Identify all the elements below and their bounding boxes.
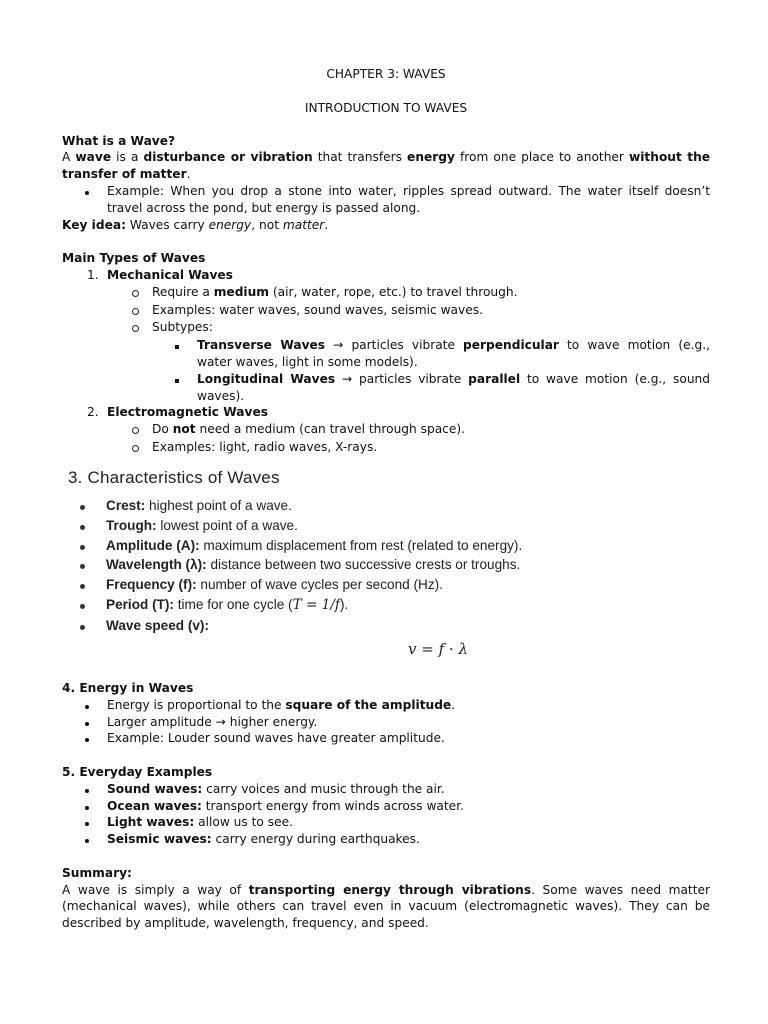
bullet-icon [80, 604, 85, 609]
bullet-icon [80, 525, 85, 530]
list-item: Do not need a medium (can travel through space). [62, 421, 710, 439]
everyday-heading: 5. Everyday Examples [62, 764, 213, 779]
list-item: Ocean waves: transport energy from winds across water. [62, 798, 710, 815]
list-item: Examples: water waves, sound waves, seismic waves. [62, 302, 710, 320]
list-item: Example: When you drop a stone into water, ripples spread outward. The water itself doesn’t travel across the pond, but energy is passed along. [62, 183, 710, 217]
bullet-icon [85, 806, 89, 810]
list-item: Sound waves: carry voices and music through the air. [62, 781, 710, 798]
bullet-icon [85, 789, 89, 793]
summary-text: A wave is simply a way of transporting energy through vibrations. Some waves need matter (mechanical waves), while others can travel even in vacuum (electromagnetic waves). They can be described by amplitude, wavelength, frequency, and speed. [62, 882, 710, 931]
document-lower [62, 680, 710, 932]
list-item: Require a medium (air, water, rope, etc.) to travel through. [62, 284, 710, 302]
circle-bullet-icon [132, 427, 139, 434]
summary-heading: Summary: [62, 865, 132, 880]
characteristics-section [68, 468, 728, 658]
document-upper [62, 66, 710, 457]
bullet-icon [80, 564, 85, 569]
bullet-icon [85, 191, 89, 195]
what-is-heading: What is a Wave? [62, 133, 176, 148]
square-bullet-icon [175, 345, 179, 349]
circle-bullet-icon [132, 308, 139, 315]
wave-speed-formula: v = f · λ [408, 640, 468, 658]
list-item: Transverse Waves → particles vibrate perpendicular to wave motion (e.g., water waves, light in some models). [62, 337, 710, 371]
bullet-icon [80, 545, 85, 550]
circle-bullet-icon [132, 445, 139, 452]
list-item: 2. Electromagnetic Waves [87, 405, 268, 420]
list-item: Subtypes: [62, 319, 710, 337]
circle-bullet-icon [132, 290, 139, 297]
list-item: 1. Mechanical Waves [87, 267, 233, 282]
list-item: Example: Louder sound waves have greater amplitude. [62, 730, 710, 747]
wave-definition: A wave is a disturbance or vibration that transfers energy from one place to another without the transfer of matter. [62, 150, 711, 182]
types-heading: Main Types of Waves [62, 251, 206, 266]
list-item: Period (T): time for one cycle (T = 1/f). [68, 595, 728, 616]
bullet-icon [85, 839, 89, 843]
list-item: Frequency (f): number of wave cycles per second (Hz). [68, 575, 728, 595]
list-item: Wavelength (λ): distance between two successive crests or troughs. [68, 555, 728, 575]
bullet-icon [80, 625, 85, 630]
list-item: Longitudinal Waves → particles vibrate parallel to wave motion (e.g., sound waves). [62, 371, 710, 405]
intro-title: INTRODUCTION TO WAVES [304, 100, 468, 115]
list-item: Trough: lowest point of a wave. [68, 516, 728, 536]
list-item: Larger amplitude → higher energy. [62, 714, 710, 731]
bullet-icon [85, 822, 89, 826]
bullet-icon [80, 584, 85, 589]
energy-heading: 4. Energy in Waves [62, 681, 194, 695]
square-bullet-icon [175, 379, 179, 383]
bullet-icon [85, 705, 89, 709]
bullet-icon [85, 722, 89, 726]
list-item: Amplitude (A): maximum displacement from rest (related to energy). [68, 536, 728, 556]
key-idea: Key idea: Waves carry energy, not matter. [62, 217, 329, 232]
characteristics-heading: 3. Characteristics of Waves [68, 468, 280, 487]
list-item: Crest: highest point of a wave. [68, 496, 728, 516]
bullet-icon [80, 505, 85, 510]
list-item: Light waves: allow us to see. [62, 814, 710, 831]
list-item: Seismic waves: carry energy during earthquakes. [62, 831, 710, 848]
list-item: Wave speed (v): [68, 616, 728, 636]
list-item: Energy is proportional to the square of the amplitude. [62, 697, 710, 714]
chapter-title: CHAPTER 3: WAVES [326, 67, 446, 81]
circle-bullet-icon [132, 325, 139, 332]
list-item: Examples: light, radio waves, X-rays. [62, 439, 710, 457]
bullet-icon [85, 738, 89, 742]
